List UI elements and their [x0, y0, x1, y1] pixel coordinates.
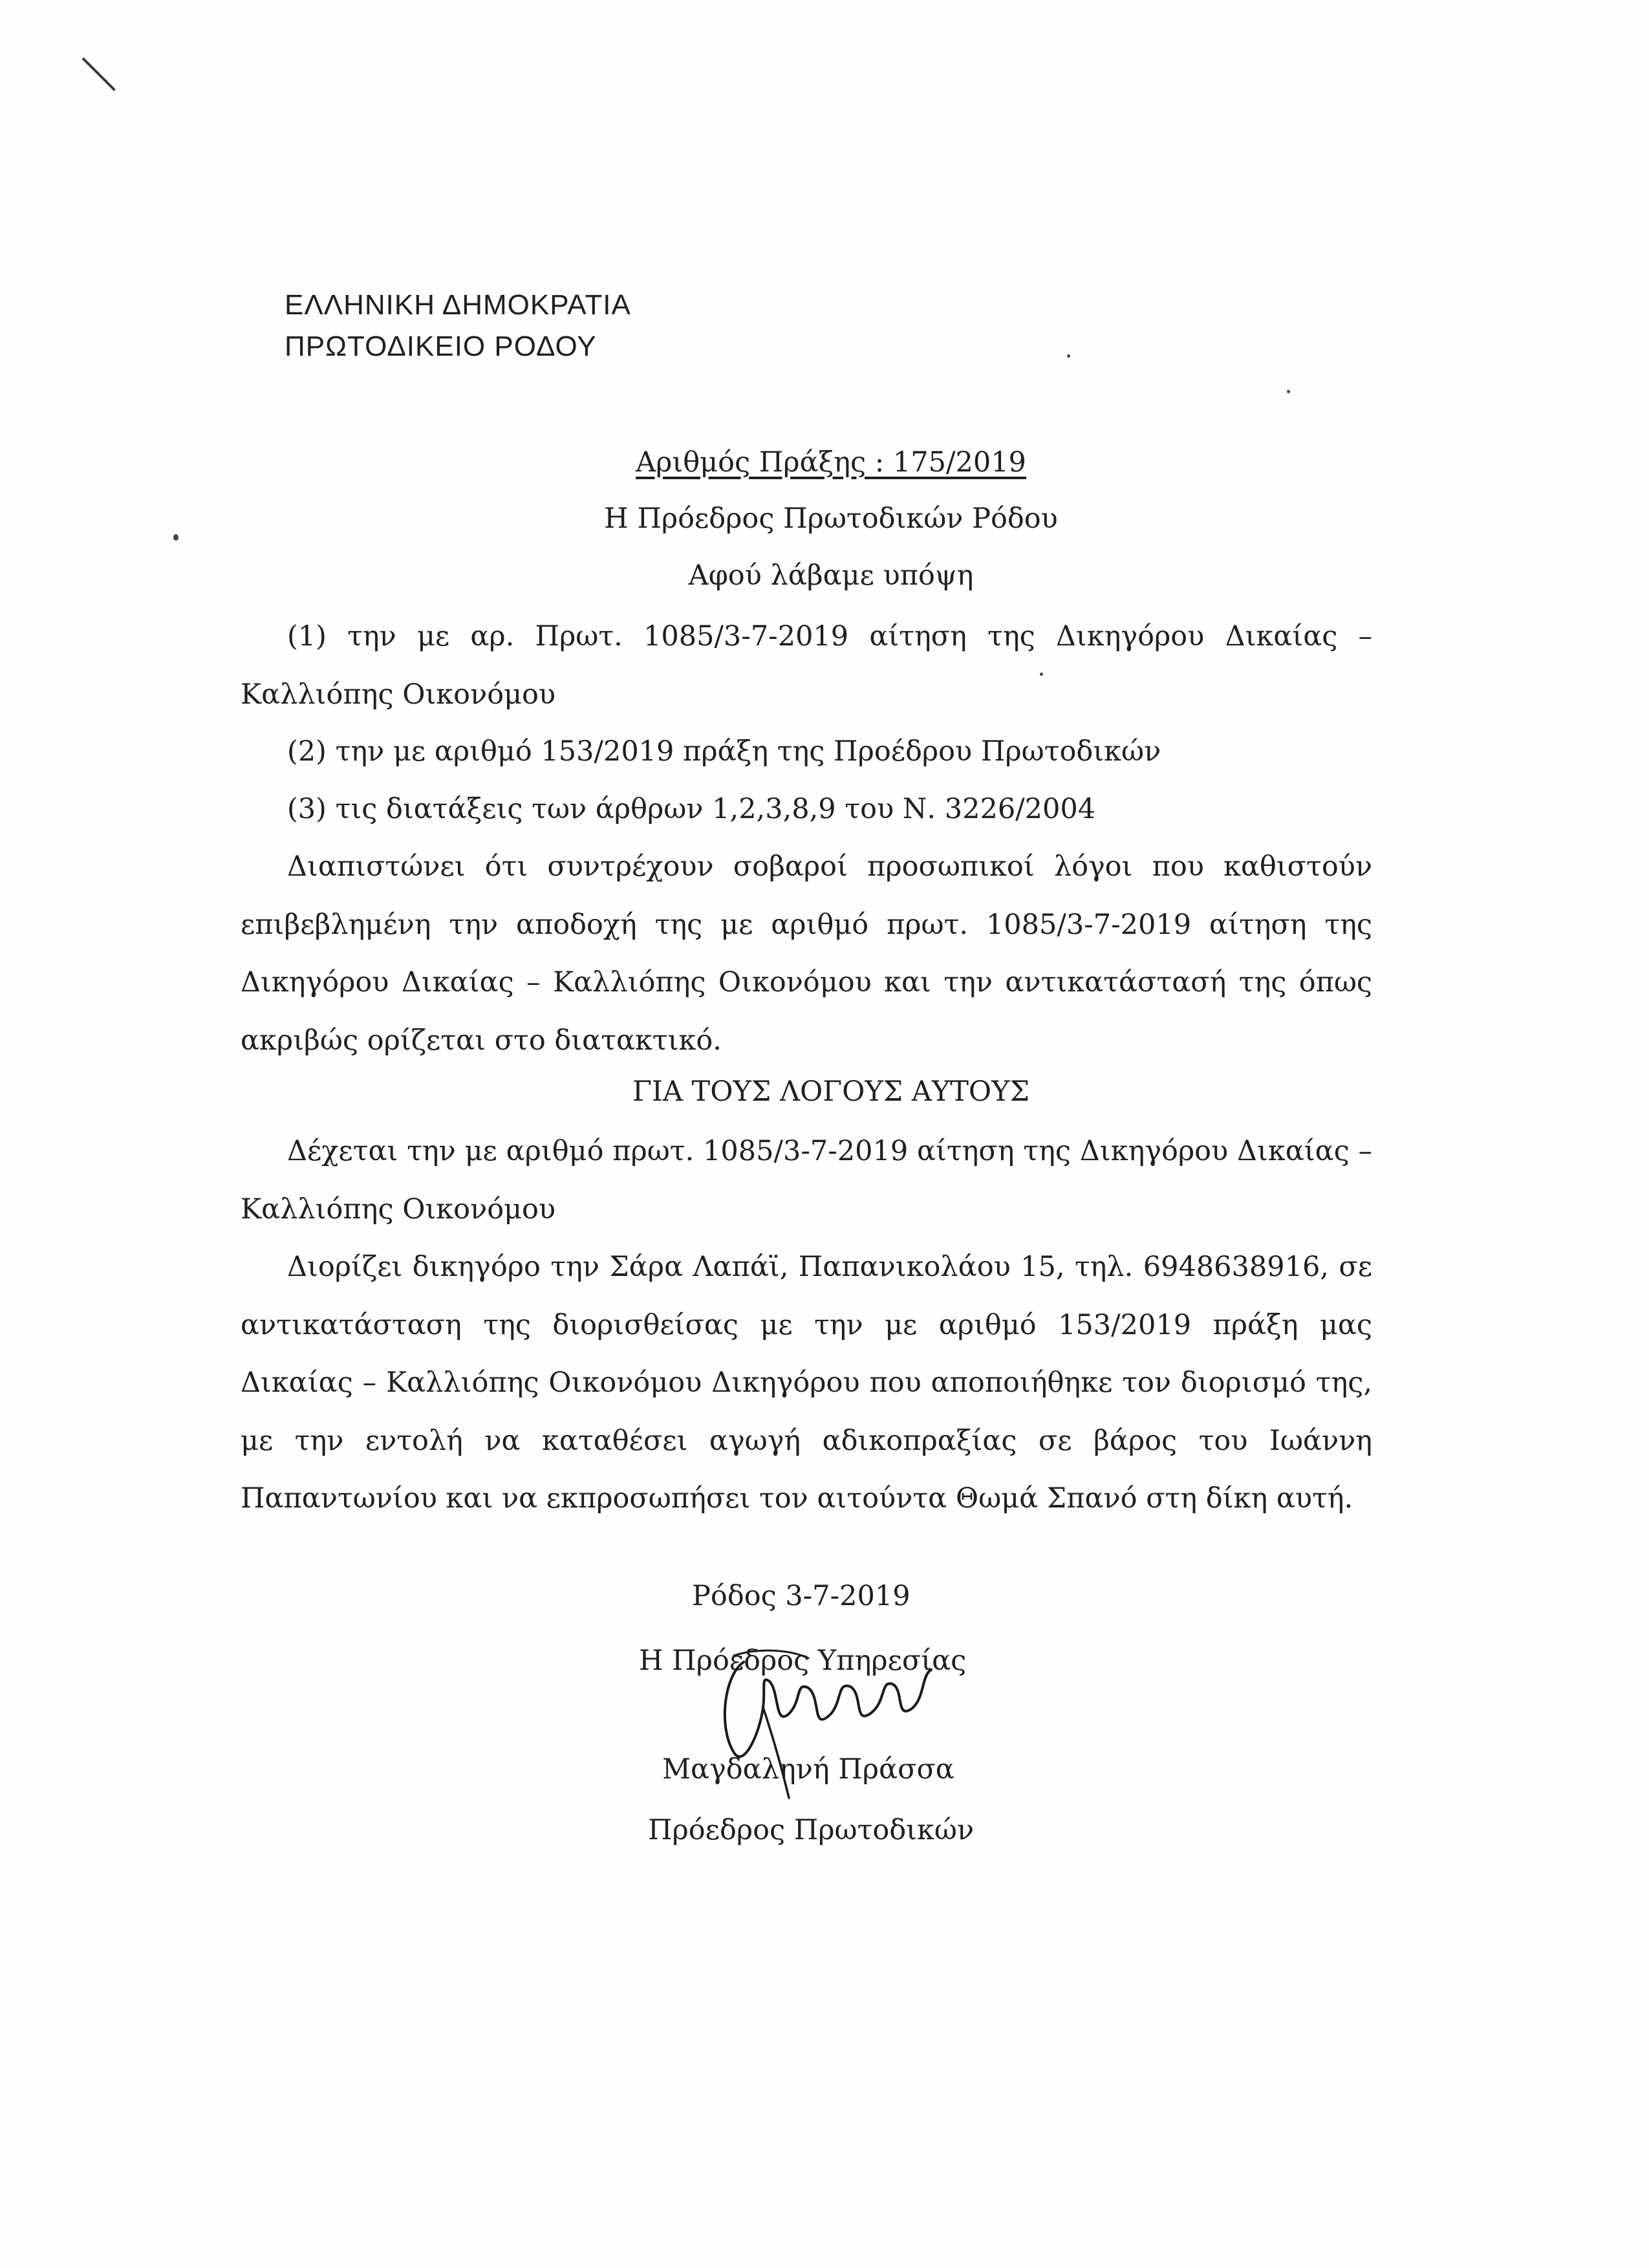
document-header — [285, 285, 631, 367]
header-court: ΠΡΩΤΟΔΙΚΕΙΟ ΡΟΔΟΥ — [285, 330, 597, 362]
scan-speck — [1067, 354, 1070, 358]
scan-speck — [1287, 390, 1290, 393]
item-2: (2) την με αριθμό 153/2019 πράξη της Προέδρου Πρωτοδικών — [287, 735, 1161, 768]
act-number: Αριθμός Πράξης : 175/2019 — [636, 446, 1026, 479]
considering-line: Αφού λάβαμε υπόψη — [688, 559, 974, 592]
header-republic: ΕΛΛΗΝΙΚΗ ΔΗΜΟΚΡΑΤΙΑ — [285, 289, 631, 321]
signatory-name: Μαγδαληνή Πράσσα — [662, 1753, 954, 1786]
accepts-paragraph: Δέχεται την με αριθμό πρωτ. 1085/3-7-2019 αίτηση της Δικηγόρου Δικαίας – Καλλιόπης Οικονόμου — [241, 1135, 1372, 1226]
scan-speck — [173, 534, 178, 541]
reasons-heading: ΓΙΑ ΤΟΥΣ ΛΟΓΟΥΣ ΑΥΤΟΥΣ — [632, 1075, 1029, 1108]
item-3: (3) τις διατάξεις των άρθρων 1,2,3,8,9 του Ν. 3226/2004 — [287, 793, 1096, 825]
finding-paragraph: Διαπιστώνει ότι συντρέχουν σοβαροί προσωπικοί λόγοι που καθιστούν επιβεβλημένη την αποδοχή της με αριθμό πρωτ. 1085/3-7-2019 αίτηση της Δικηγόρου Δικαίας – Καλλιόπης Οικονόμου και την αντικατάστασή της όπως ακριβώς ορίζεται στο διατακτικό. — [241, 850, 1372, 1057]
signatory-role: Η Πρόεδρος Υπηρεσίας — [639, 1645, 967, 1677]
issuer-line: Η Πρόεδρος Πρωτοδικών Ρόδου — [604, 502, 1058, 535]
item-1: (1) την με αρ. Πρωτ. 1085/3-7-2019 αίτηση της Δικηγόρου Δικαίας – Καλλιόπης Οικονόμου — [241, 620, 1372, 711]
appoints-paragraph: Διορίζει δικηγόρο την Σάρα Λαπάϊ, Παπανικολάου 15, τηλ. 6948638916, σε αντικατάσταση της διορισθείσας με την με αριθμό 153/2019 πράξη μας Δικαίας – Καλλιόπης Οικονόμου Δικηγόρου που αποποιήθηκε τον διορισμό της, με την εντολή να καταθέσει αγωγή αδικοπραξίας σε βάρος του Ιωάννη Παπαντωνίου και να εκπροσωπήσει τον αιτούντα Θωμά Σπανό στη δίκη αυτή. — [241, 1251, 1372, 1515]
place-date: Ρόδος 3-7-2019 — [692, 1580, 911, 1612]
scan-mark — [82, 58, 116, 91]
signatory-title: Πρόεδρος Πρωτοδικών — [648, 1814, 975, 1846]
handwritten-signature — [698, 1636, 970, 1804]
